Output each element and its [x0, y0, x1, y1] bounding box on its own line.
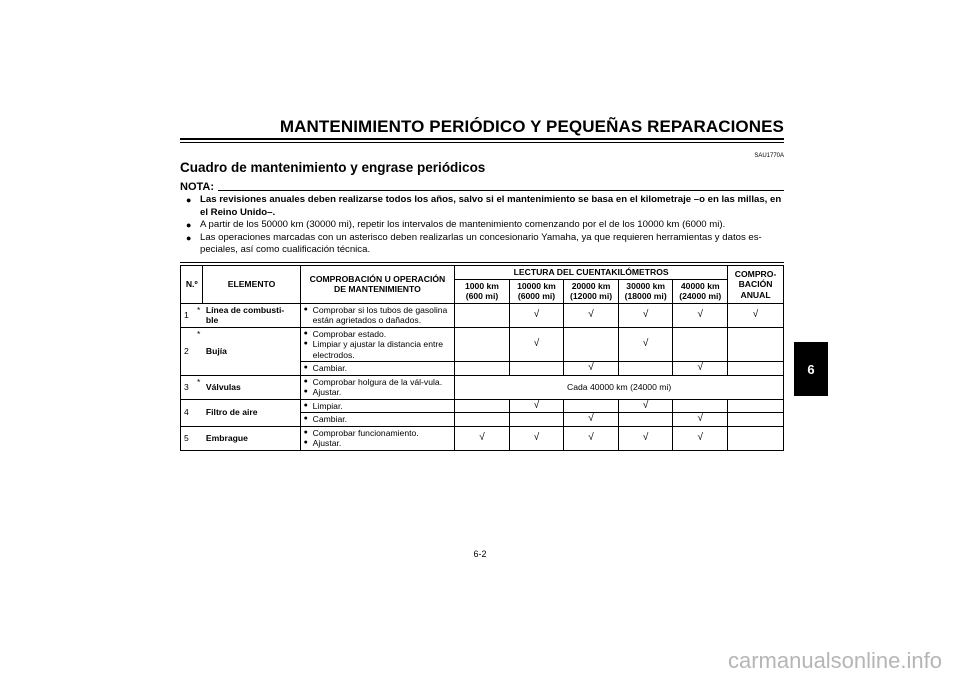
- row-operations: ● Comprobar estado. ● Limpiar y ajustar la distancia entre electrodos.: [300, 327, 455, 362]
- row-operations: ● Comprobar funcionamiento. ● Ajustar.: [300, 426, 455, 450]
- header-interval: 40000 km (24000 mi): [673, 279, 728, 303]
- row-asterisk: *: [197, 303, 203, 327]
- check-cell: [728, 362, 784, 376]
- check-cell: √: [618, 303, 673, 327]
- note-item: [186, 219, 784, 232]
- header-interval: 20000 km (12000 mi): [564, 279, 619, 303]
- check-cell: √: [728, 303, 784, 327]
- bullet-icon: ●: [303, 377, 308, 385]
- bullet-icon: ●: [303, 428, 308, 436]
- header-rule-thin: [180, 142, 784, 143]
- table-row: [181, 303, 784, 327]
- check-cell: [728, 399, 784, 413]
- row-number: 4: [181, 399, 197, 426]
- row-number: 2: [181, 327, 197, 375]
- nota-line: [218, 190, 784, 191]
- bullet-icon: ●: [186, 220, 192, 230]
- check-cell: [673, 327, 728, 362]
- check-cell: √: [564, 426, 619, 450]
- check-cell: √: [509, 426, 564, 450]
- notes-list: [186, 194, 784, 257]
- check-cell: √: [618, 327, 673, 362]
- bullet-icon: ●: [303, 340, 308, 347]
- table-row: [181, 426, 784, 450]
- check-cell: [455, 303, 509, 327]
- check-cell: [455, 413, 509, 427]
- note-text: Las operaciones marcadas con un asterisco deben realizarlas un concesionario Yamaha, ya que requieren herramientas y datos es-peciales, así como cualificación técnica.: [200, 231, 762, 255]
- table-top-rule: [180, 262, 784, 263]
- note-item: [186, 232, 784, 257]
- check-cell: √: [509, 303, 564, 327]
- check-cell: [618, 362, 673, 376]
- check-cell: [455, 362, 509, 376]
- table-row: [181, 375, 784, 399]
- header-annual: COMPRO-BACIÓN ANUAL: [728, 266, 784, 304]
- check-cell: √: [455, 426, 509, 450]
- check-cell: [509, 362, 564, 376]
- bullet-icon: ●: [303, 305, 308, 313]
- check-cell: [673, 399, 728, 413]
- section-code: SAU1770A: [754, 153, 784, 159]
- row-element: Línea de combusti-ble: [203, 303, 300, 327]
- check-cell: [564, 327, 619, 362]
- bullet-icon: ●: [303, 401, 308, 409]
- bullet-icon: ●: [186, 195, 192, 205]
- row-element: Bujía: [203, 327, 300, 375]
- header-odometer: LECTURA DEL CUENTAKILÓMETROS: [455, 266, 728, 280]
- check-cell: √: [673, 426, 728, 450]
- check-cell: √: [564, 303, 619, 327]
- interval-span-text: Cada 40000 km (24000 mi): [455, 375, 784, 399]
- nota-row: [180, 181, 784, 193]
- check-cell: [728, 413, 784, 427]
- note-item: [186, 194, 784, 219]
- header-interval: 30000 km (18000 mi): [618, 279, 673, 303]
- row-element: Embrague: [203, 426, 300, 450]
- chapter-tab: 6: [794, 342, 828, 396]
- bullet-icon: ●: [303, 388, 308, 395]
- row-element: Válvulas: [203, 375, 300, 399]
- nota-label: NOTA:: [180, 181, 215, 193]
- header-interval: 1000 km (600 mi): [455, 279, 509, 303]
- bullet-icon: ●: [303, 415, 308, 422]
- row-element: Filtro de aire: [203, 399, 300, 426]
- table-row: [181, 399, 784, 413]
- check-cell: √: [564, 413, 619, 427]
- table-header-row: [181, 266, 784, 280]
- bullet-icon: ●: [303, 329, 308, 337]
- header-rule-thick: [180, 138, 784, 140]
- note-text: Las revisiones anuales deben realizarse todos los años, salvo si el mantenimiento se basa en el kilometraje –o en las millas, en el Reino Unido–.: [200, 194, 782, 218]
- row-number: 5: [181, 426, 197, 450]
- check-cell: [455, 399, 509, 413]
- header-no: N.º: [181, 266, 203, 304]
- watermark: carmanualsonline.info: [727, 648, 942, 673]
- check-cell: √: [673, 303, 728, 327]
- check-cell: √: [673, 413, 728, 427]
- row-asterisk: *: [197, 375, 203, 399]
- row-operations: ● Comprobar si los tubos de gasolina están agrietados o dañados.: [300, 303, 455, 327]
- row-operations: ● Cambiar.: [300, 362, 455, 376]
- check-cell: [728, 426, 784, 450]
- note-text: A partir de los 50000 km (30000 mi), repetir los intervalos de mantenimiento comenzando por el de los 10000 km (6000 mi).: [200, 219, 726, 230]
- row-number: 1: [181, 303, 197, 327]
- page-header-title: MANTENIMIENTO PERIÓDICO Y PEQUEÑAS REPARACIONES: [279, 117, 784, 136]
- check-cell: √: [509, 327, 564, 362]
- bullet-icon: ●: [303, 439, 308, 446]
- header-element: ELEMENTO: [203, 266, 300, 304]
- check-cell: [728, 327, 784, 362]
- page-number: 6-2: [473, 549, 487, 559]
- check-cell: [564, 399, 619, 413]
- row-asterisk: *: [197, 327, 203, 375]
- row-operations: ● Cambiar.: [300, 413, 455, 427]
- check-cell: √: [618, 399, 673, 413]
- bullet-icon: ●: [186, 232, 192, 243]
- check-cell: [509, 413, 564, 427]
- section-title: Cuadro de mantenimiento y engrase periódicos: [180, 160, 486, 175]
- header-interval: 10000 km (6000 mi): [509, 279, 564, 303]
- check-cell: √: [564, 362, 619, 376]
- row-operations: ● Comprobar holgura de la vál-vula. ● Ajustar.: [300, 375, 455, 399]
- check-cell: [455, 327, 509, 362]
- bullet-icon: ●: [303, 364, 308, 371]
- check-cell: √: [618, 426, 673, 450]
- row-number: 3: [181, 375, 197, 399]
- check-cell: √: [509, 399, 564, 413]
- row-operations: ● Limpiar.: [300, 399, 455, 413]
- table-row: [181, 327, 784, 362]
- header-operation: COMPROBACIÓN U OPERACIÓN DE MANTENIMIENTO: [300, 266, 455, 304]
- check-cell: √: [673, 362, 728, 376]
- maintenance-table: [180, 265, 784, 451]
- check-cell: [618, 413, 673, 427]
